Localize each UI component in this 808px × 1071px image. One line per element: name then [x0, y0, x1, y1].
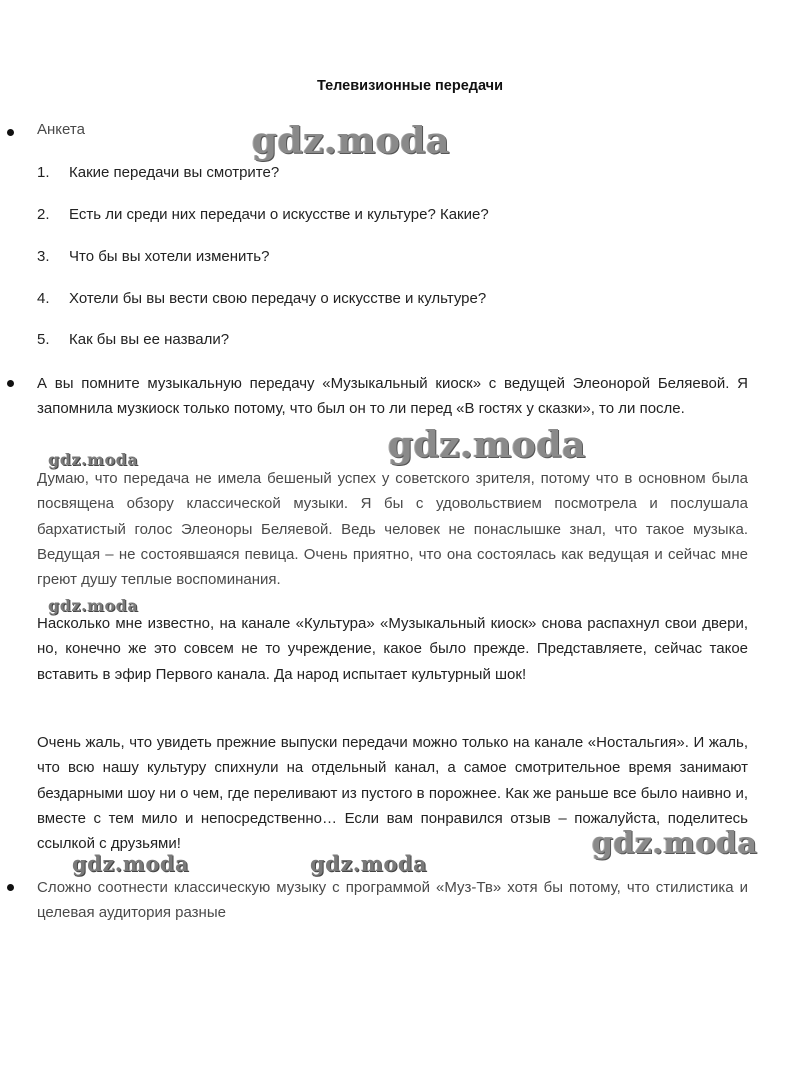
watermark-logo: gdz.moda — [592, 826, 758, 861]
question-item — [37, 206, 489, 223]
question-text: Как бы вы ее назвали? — [69, 331, 230, 348]
essay-paragraph-2: Думаю, что передача не имела бешеный успех у советского зрителя, потому что в основном была посвящена обзору классической музыки. Я бы с удовольствием посмотрела и послушала бархатистый голос Элеоноры Беляевой. Ведь человек не понаслышке знал, что такое музыка. Ведущая – не состоявшаяся певица. Очень приятно, что она состоялась как ведущая и сейчас мне греют душу теплые воспоминания. — [37, 470, 748, 589]
question-text: Что бы вы хотели изменить? — [69, 248, 270, 265]
question-text: Хотели бы вы вести свою передачу о искусстве и культуре? — [69, 290, 487, 307]
watermark-logo: gdz.moda — [252, 120, 450, 162]
question-number: 3. — [37, 248, 50, 265]
essay-paragraph-3: Насколько мне известно, на канале «Культура» «Музыкальный киоск» снова распахнул свои двери, но, конечно же это совсем не то учреждение, какое было прежде. Представляете, сейчас такое вставить в эфир Первого канала. Да народ испытает культурный шок! — [37, 615, 748, 683]
question-number: 5. — [37, 331, 50, 348]
question-item — [37, 164, 279, 181]
question-number: 1. — [37, 164, 50, 181]
page-title: Телевизионные передачи — [316, 78, 504, 94]
bullet-essay — [7, 380, 14, 387]
bullet-survey — [7, 129, 14, 136]
question-item — [37, 290, 486, 307]
essay-paragraph-5: Сложно соотнести классическую музыку с программой «Муз-Тв» хотя бы потому, что стилистика и целевая аудитория разные — [37, 879, 748, 922]
watermark-logo: gdz.moda — [388, 424, 586, 466]
watermark-logo: gdz.moda — [48, 450, 139, 469]
question-text: Какие передачи вы смотрите? — [69, 164, 280, 181]
question-item — [37, 248, 269, 265]
survey-label: Анкета — [37, 121, 85, 138]
bullet-conclusion — [7, 884, 14, 891]
watermark-logo: gdz.moda — [72, 851, 190, 876]
essay-paragraph-4: Очень жаль, что увидеть прежние выпуски передачи можно только на канале «Ностальгия». И жаль, что всю нашу культуру спихнули на отдельный канал, а самое смотрительное время занимают бездарными шоу ни о чем, где переливают из пустого в порожнее. Как же раньше все было наивно и, вместе с тем мило и непосредственно… Если вам понравился отзыв – пожалуйста, поделитесь ссылкой с друзьями! — [37, 734, 748, 853]
watermark-logo: gdz.moda — [48, 596, 139, 615]
essay-paragraph-1: А вы помните музыкальную передачу «Музыкальный киоск» с ведущей Элеонорой Беляевой. Я запомнила музкиоск только потому, что был он то ли перед «В гостях у сказки», то ли после. — [37, 375, 748, 418]
watermark-logo: gdz.moda — [310, 851, 428, 876]
question-text: Есть ли среди них передачи о искусстве и культуре? Какие? — [69, 206, 489, 223]
question-number: 4. — [37, 290, 50, 307]
question-item — [37, 331, 229, 348]
question-number: 2. — [37, 206, 50, 223]
